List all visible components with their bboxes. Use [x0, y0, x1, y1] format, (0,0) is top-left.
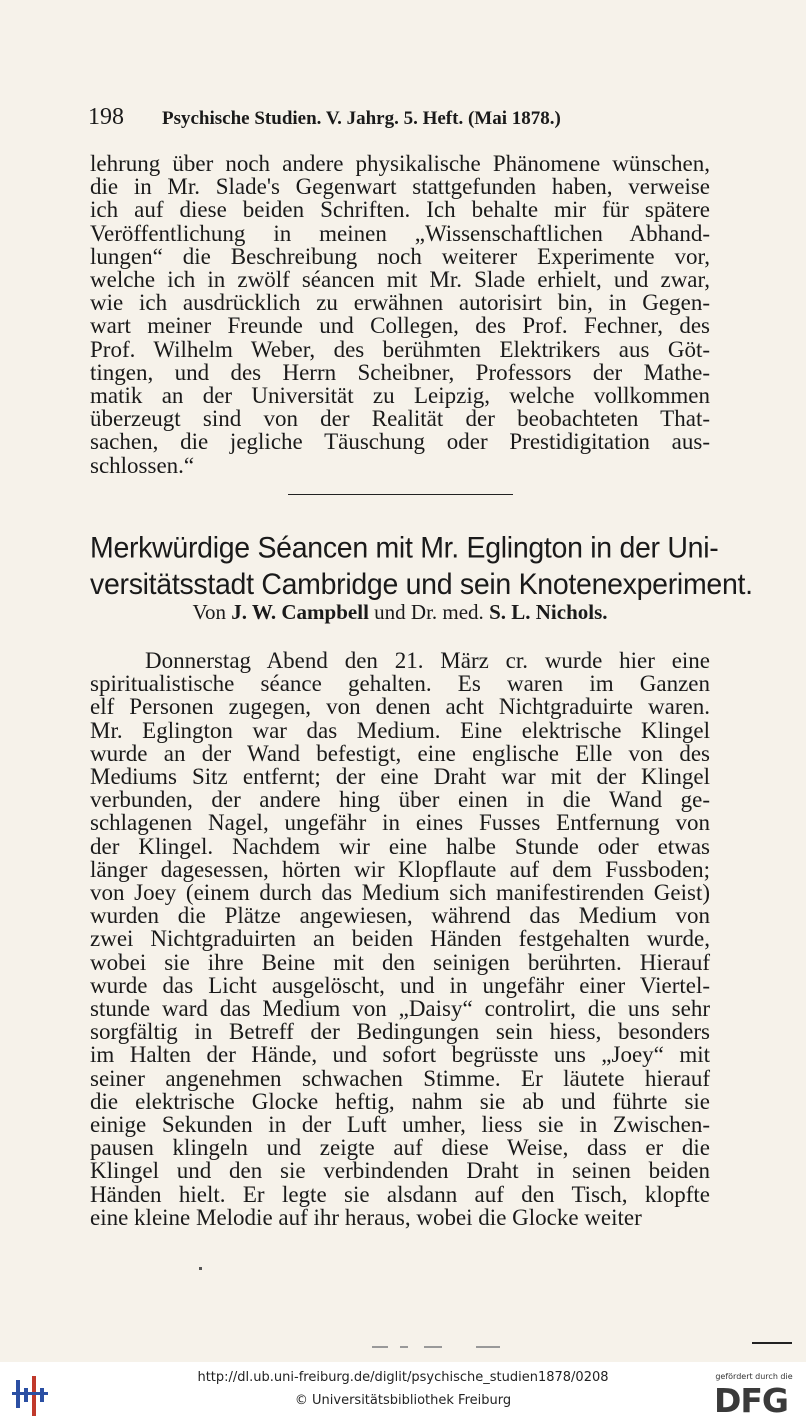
viewer-footer — [0, 1362, 806, 1423]
dfg-logo-text: DFG — [714, 1381, 789, 1420]
title-line: Merkwürdige Séancen mit Mr. Eglington in der Uni- — [90, 531, 719, 565]
text-line: tingen, und des Herrn Scheibner, Professors der Mathe- — [90, 359, 710, 385]
text-line: schlossen.“ — [90, 452, 195, 478]
title-line: versitätsstadt Cambridge und sein Knotenexperiment. — [90, 567, 753, 602]
text-line: pausen klingeln und zeigte auf diese Weise, dass er die — [90, 1135, 710, 1161]
dfg-tagline: gefördert durch die — [715, 1372, 793, 1381]
scan-speck — [199, 1267, 202, 1270]
text-line: lehrung über noch andere physikalische Phänomene wünschen, — [90, 151, 710, 176]
text-line: elf Personen zugegen, von denen acht Nichtgraduirte waren. — [90, 694, 710, 720]
text-line: wurde an der Wand befestigt, eine englische Elle von des — [90, 740, 710, 766]
scan-mark — [476, 1346, 500, 1348]
text-line: Klingel und den sie verbindenden Draht in seinen beiden — [90, 1158, 710, 1184]
text-line: von Joey (einem durch das Medium sich manifestirenden Geist) — [90, 880, 710, 906]
text-line: sorgfältig in Betreff der Bedingungen sein hiess, besonders — [90, 1019, 710, 1045]
intro-paragraph — [90, 152, 710, 477]
text-line: Prof. Wilhelm Weber, des berühmten Elektrikers aus Göt- — [90, 336, 710, 362]
text-line: länger dagesessen, hörten wir Klopflaute auf dem Fussboden; — [90, 856, 710, 882]
text-line: der Klingel. Nachdem wir eine halbe Stunde oder etwas — [90, 833, 710, 859]
text-line: Händen hielt. Er legte sie alsdann auf den Tisch, klopfte — [90, 1181, 710, 1207]
text-line: schlagenen Nagel, ungefähr in eines Fusses Entfernung von — [90, 810, 710, 836]
text-line: spiritualistische séance gehalten. Es waren im Ganzen — [90, 671, 710, 697]
article-title — [90, 530, 753, 604]
text-line: sachen, die jegliche Täuschung oder Prestidigitation aus- — [90, 429, 710, 455]
text-line: eine kleine Melodie auf ihr heraus, wobei die Glocke weiter — [90, 1204, 642, 1230]
text-line: die elektrische Glocke heftig, nahm sie ab und führte sie — [90, 1088, 710, 1114]
text-line: Mediums Sitz entfernt; der eine Draht war mit der Klingel — [90, 764, 710, 790]
text-line: stunde ward das Medium von „Daisy“ controlirt, die uns sehr — [90, 996, 710, 1022]
text-line: matik an der Universität zu Leipzig, welche vollkommen — [90, 383, 710, 409]
author-name: J. W. Campbell — [231, 600, 369, 624]
text-line: verbunden, der andere hing über einen in die Wand ge- — [90, 787, 710, 813]
text-line: wurden die Plätze angewiesen, während das Medium von — [90, 903, 710, 929]
text-line: zwei Nichtgraduirten an beiden Händen festgehalten wurde, — [90, 926, 710, 952]
byline-prefix: Von — [192, 600, 226, 624]
document-url[interactable]: http://dl.ub.uni-freiburg.de/diglit/psychische_studien1878/0208 — [197, 1370, 609, 1385]
byline-join: und Dr. med. — [374, 600, 484, 624]
text-line: Mr. Eglington war das Medium. Eine elektrische Klingel — [90, 717, 710, 743]
scan-mark — [372, 1346, 388, 1348]
text-line: wurde das Licht ausgelöscht, und in ungefähr einer Viertel- — [90, 972, 710, 998]
body-paragraph — [90, 649, 710, 1229]
article-byline — [90, 600, 710, 625]
text-line: lungen“ die Beschreibung noch weiterer Experimente vor, — [90, 243, 710, 269]
text-line: ich auf diese beiden Schriften. Ich behalte mir für spätere — [90, 197, 710, 223]
author-name: S. L. Nichols. — [489, 600, 608, 624]
text-line: Veröffentlichung in meinen „Wissenschaftlichen Abhand- — [90, 220, 710, 246]
running-title: Psychische Studien. V. Jahrg. 5. Heft. (Mai 1878.) — [162, 108, 561, 129]
scan-mark — [424, 1346, 442, 1348]
text-line: einige Sekunden in der Luft umher, liess sie in Zwischen- — [90, 1112, 710, 1138]
dfg-logo — [708, 1372, 800, 1420]
page-number: 198 — [88, 104, 124, 130]
scan-mark — [400, 1346, 408, 1348]
running-header — [88, 104, 708, 136]
text-line: wart meiner Freunde und Collegen, des Prof. Fechner, des — [90, 313, 710, 339]
text-line: im Halten der Hände, und sofort begrüsste uns „Joey“ mit — [90, 1042, 710, 1068]
text-line: Donnerstag Abend den 21. März cr. wurde hier eine — [145, 648, 710, 673]
text-line: welche ich in zwölf séancen mit Mr. Slade erhielt, und zwar, — [90, 267, 710, 293]
text-line: die in Mr. Slade's Gegenwart stattgefunden haben, verweise — [90, 174, 710, 200]
section-divider — [288, 494, 513, 495]
text-line: seiner angenehmen schwachen Stimme. Er läutete hierauf — [90, 1065, 710, 1091]
copyright-notice: © Universitätsbibliothek Freiburg — [294, 1393, 512, 1408]
text-line: wie ich ausdrücklich zu erwähnen autorisirt bin, in Gegen- — [90, 290, 710, 316]
text-line: wobei sie ihre Beine mit den seinigen berührten. Hierauf — [90, 949, 710, 975]
text-line: überzeugt sind von der Realität der beobachteten That- — [90, 406, 710, 432]
scan-mark — [752, 1342, 792, 1344]
